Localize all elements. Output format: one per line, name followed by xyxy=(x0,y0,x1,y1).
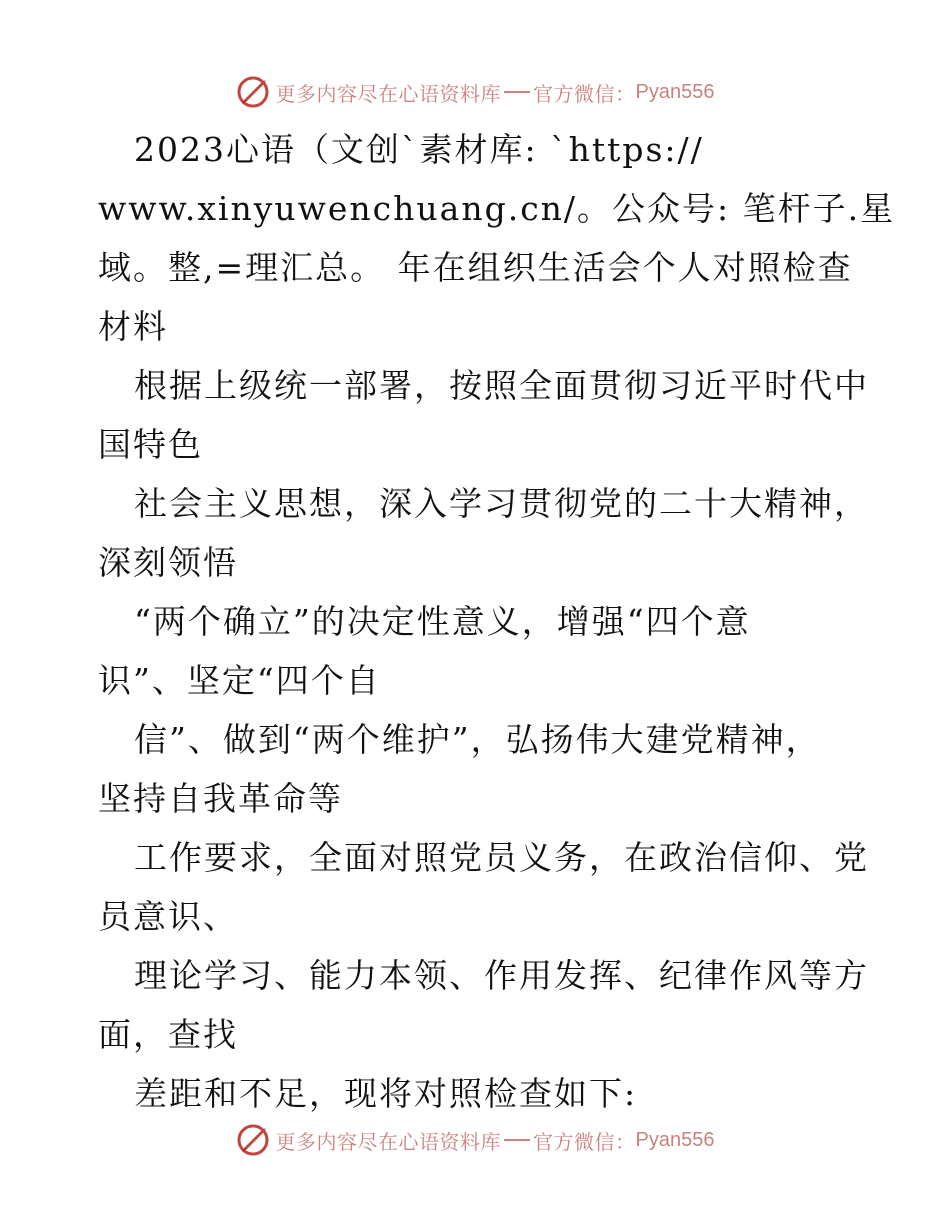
text-line: 国特色 xyxy=(98,425,203,464)
watermark-brand-text: 更多内容尽在心语资料库 xyxy=(275,81,502,106)
watermark-brand-text: 更多内容尽在心语资料库 xyxy=(275,1129,502,1154)
text-line: “两个确立”的决定性意义，增强“四个意 xyxy=(134,602,751,641)
header-watermark xyxy=(0,72,950,112)
text-line: 员意识、 xyxy=(98,897,238,936)
text-line: 深刻领悟 xyxy=(98,543,238,582)
text-line: 工作要求，全面对照党员义务，在政治信仰、党 xyxy=(134,838,869,877)
quill-logo-icon xyxy=(236,74,272,110)
watermark-contact-id: Pyan556 xyxy=(635,1128,715,1151)
text-line: 理论学习、能力本领、作用发挥、纪律作风等方 xyxy=(134,956,869,995)
watermark-contact-label: 官方微信： xyxy=(533,81,636,106)
watermark-dash xyxy=(504,91,530,93)
text-line: 信”、做到“两个维护”，弘扬伟大建党精神， xyxy=(134,720,821,759)
footer-watermark xyxy=(0,1120,950,1160)
text-line: 坚持自我革命等 xyxy=(98,779,343,818)
text-line: www.xinyuwenchuang.cn/。公众号: 笔杆子.星 xyxy=(98,189,896,228)
quill-logo-icon xyxy=(236,1122,272,1158)
watermark-contact-id: Pyan556 xyxy=(635,80,715,103)
text-line: 材料 xyxy=(98,307,168,346)
text-line: 面，查找 xyxy=(98,1015,238,1054)
text-line: 2023心语（文创`素材库: `https:// xyxy=(134,130,704,169)
text-line: 社会主义思想，深入学习贯彻党的二十大精神， xyxy=(134,484,869,523)
text-line: 识”、坚定“四个自 xyxy=(98,661,381,700)
text-line: 域。整,=理汇总。 年在组织生活会个人对照检查 xyxy=(98,248,853,287)
watermark-contact-label: 官方微信： xyxy=(533,1129,636,1154)
text-line: 根据上级统一部署，按照全面贯彻习近平时代中 xyxy=(134,366,869,405)
text-line: 差距和不足，现将对照检查如下: xyxy=(134,1074,638,1113)
document-body xyxy=(98,120,896,1123)
watermark-dash xyxy=(504,1139,530,1141)
